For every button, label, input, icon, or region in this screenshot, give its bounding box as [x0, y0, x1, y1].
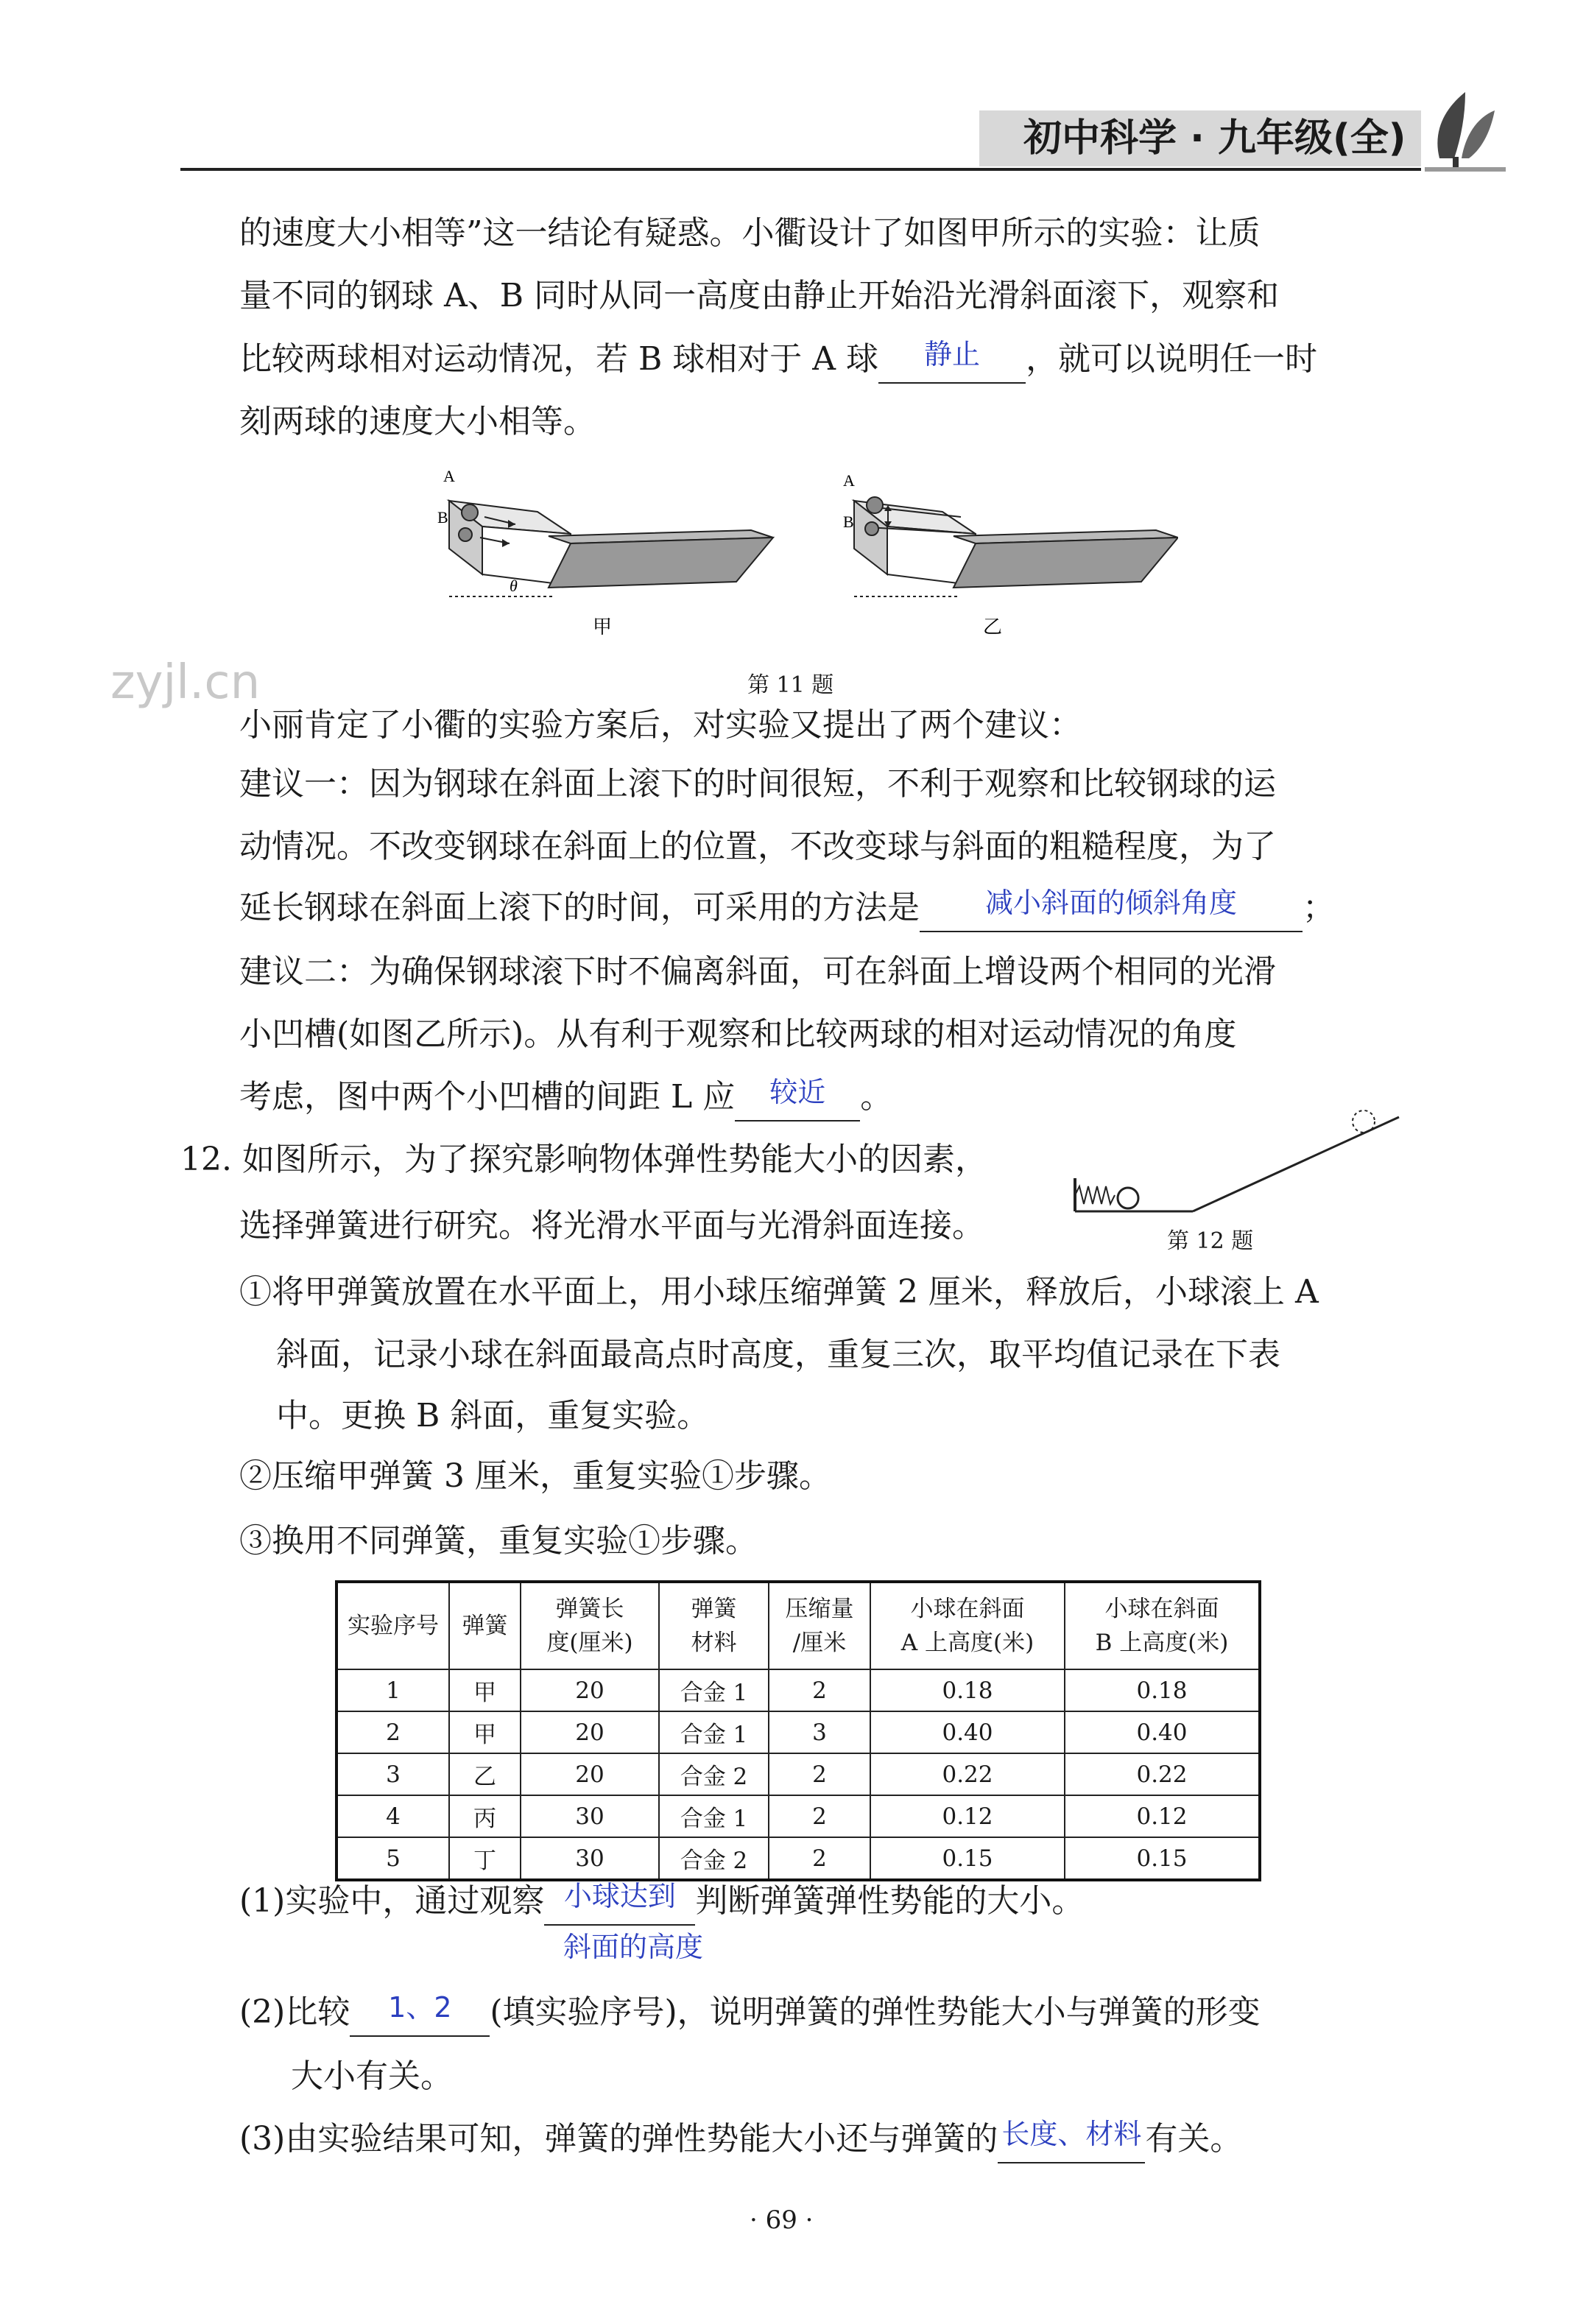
q12-part1-b: 判断弹簧弹性势能的大小。 — [695, 1882, 1085, 1920]
figure-11-jia — [437, 467, 773, 638]
q12-step1-b: 斜面，记录小球在斜面最高点时高度，重复三次，取平均值记录在下表 — [276, 1336, 1280, 1373]
table-cell: 5 — [336, 1837, 449, 1880]
q11-line6: 建议一：因为钢球在斜面上滚下的时间很短，不利于观察和比较钢球的运 — [239, 765, 1276, 803]
table-header-cell: 小球在斜面 A 上高度(米) — [870, 1582, 1065, 1669]
table-cell: 0.18 — [1065, 1669, 1260, 1711]
table-cell: 合金 2 — [659, 1753, 769, 1795]
q12-step2: ②压缩甲弹簧 3 厘米，重复实验①步骤。 — [239, 1457, 831, 1495]
page-number: · 69 · — [750, 2205, 814, 2235]
figure-12-caption: 第 12 题 — [1167, 1228, 1254, 1254]
table-cell: 合金 1 — [659, 1669, 769, 1711]
figure-11 — [427, 457, 1178, 648]
header-title: 初中科学 · 九年级(全) — [1023, 116, 1406, 161]
figure-11-theta1: θ — [510, 577, 518, 595]
q11-line8 — [239, 886, 1335, 932]
q11-line10: 小凹槽(如图乙所示)。从有利于观察和比较两球的相对运动情况的角度 — [239, 1015, 1237, 1053]
q11-answer2: 减小斜面的倾斜角度 — [984, 887, 1237, 919]
q11-line1: 的速度大小相等”这一结论有疑惑。小衢设计了如图甲所示的实验：让质 — [239, 214, 1261, 252]
table-cell: 3 — [769, 1711, 870, 1753]
table-cell: 合金 2 — [659, 1837, 769, 1880]
table-cell: 1 — [336, 1669, 449, 1711]
table-cell: 20 — [521, 1669, 659, 1711]
watermark: zyjl.cn — [110, 655, 261, 710]
q12-part2-answer: 1、2 — [388, 1991, 452, 2024]
table-cell: 0.40 — [1065, 1711, 1260, 1753]
leaf-logo-icon — [1425, 85, 1506, 173]
q12-part3-b: 有关。 — [1145, 2120, 1243, 2158]
table-row — [336, 1669, 1260, 1711]
table-cell: 合金 1 — [659, 1795, 769, 1837]
q12-part1 — [239, 1879, 1084, 1926]
q11-line8-b: ； — [1303, 889, 1335, 926]
table-header-cell: 小球在斜面 B 上高度(米) — [1065, 1582, 1260, 1669]
q11-line8-a: 延长钢球在斜面上滚下的时间，可采用的方法是 — [239, 889, 920, 926]
table-cell: 20 — [521, 1753, 659, 1795]
table-cell: 20 — [521, 1711, 659, 1753]
q11-answer3-blank — [735, 1075, 860, 1121]
q12-part1-blank — [544, 1879, 695, 1926]
table-cell: 30 — [521, 1795, 659, 1837]
q11-line11-b: 。 — [860, 1078, 893, 1116]
table-cell: 0.22 — [1065, 1753, 1260, 1795]
table-cell: 丁 — [449, 1837, 521, 1880]
table-cell: 2 — [769, 1669, 870, 1711]
q12-part2-b: (填实验序号)，说明弹簧的弹性势能大小与弹簧的形变 — [490, 1993, 1261, 2031]
figure-11-label-a2: A — [843, 471, 855, 490]
q11-line3 — [239, 337, 1317, 384]
q11-line5: 小丽肯定了小衢的实验方案后，对实验又提出了两个建议： — [239, 706, 1082, 744]
header-bar — [180, 168, 1421, 171]
q12-part2-a: (2)比较 — [239, 1993, 350, 2031]
table-header-cell: 弹簧长 度(厘米) — [521, 1582, 659, 1669]
table-header-cell: 压缩量 /厘米 — [769, 1582, 870, 1669]
q11-answer2-blank — [920, 886, 1303, 932]
table-cell: 甲 — [449, 1669, 521, 1711]
table-cell: 乙 — [449, 1753, 521, 1795]
table-cell: 0.22 — [870, 1753, 1065, 1795]
q12-line1: 12. 如图所示，为了探究影响物体弹性势能大小的因素， — [180, 1141, 987, 1178]
figure-11-label-a1: A — [443, 467, 455, 485]
figure-11-label-b1: B — [437, 508, 448, 527]
table-header-cell: 实验序号 — [336, 1582, 449, 1669]
q11-line11 — [239, 1075, 892, 1121]
q11-line3-b: ，就可以说明任一时 — [1026, 340, 1318, 378]
q12-part3 — [239, 2117, 1242, 2163]
q11-answer1: 静止 — [924, 338, 981, 370]
q12-part2-blank — [350, 1990, 490, 2037]
q12-part2-c: 大小有关。 — [291, 2057, 453, 2095]
q11-line9: 建议二：为确保钢球滚下时不偏离斜面，可在斜面上增设两个相同的光滑 — [239, 953, 1276, 990]
figure-11-caption-yi: 乙 — [983, 616, 1003, 638]
table-cell: 4 — [336, 1795, 449, 1837]
q12-step1-c: 中。更换 B 斜面，重复实验。 — [276, 1397, 710, 1434]
q11-line7: 动情况。不改变钢球在斜面上的位置，不改变球与斜面的粗糙程度，为了 — [239, 828, 1276, 865]
table-cell: 0.12 — [1065, 1795, 1260, 1837]
q12-step3: ③换用不同弹簧，重复实验①步骤。 — [239, 1522, 758, 1560]
q12-part3-a: (3)由实验结果可知，弹簧的弹性势能大小还与弹簧的 — [239, 2120, 998, 2158]
q12-part1-answer-line2: 斜面的高度 — [563, 1931, 704, 1963]
figure-11-label-b2: B — [843, 513, 854, 531]
table-cell: 0.12 — [870, 1795, 1065, 1837]
table-cell: 0.15 — [1065, 1837, 1260, 1880]
table-row — [336, 1795, 1260, 1837]
table-cell: 甲 — [449, 1711, 521, 1753]
q12-part2 — [239, 1990, 1261, 2037]
table-cell: 30 — [521, 1837, 659, 1880]
table-cell: 2 — [336, 1711, 449, 1753]
table-cell: 2 — [769, 1753, 870, 1795]
table-cell: 0.40 — [870, 1711, 1065, 1753]
table-cell: 2 — [769, 1795, 870, 1837]
table-cell: 0.18 — [870, 1669, 1065, 1711]
q12-part1-answer-line1: 小球达到 — [563, 1880, 676, 1912]
table-cell: 合金 1 — [659, 1711, 769, 1753]
data-table — [335, 1580, 1261, 1881]
table-cell: 3 — [336, 1753, 449, 1795]
table-cell: 丙 — [449, 1795, 521, 1837]
figure-11-caption: 第 11 题 — [747, 672, 834, 698]
table-row — [336, 1711, 1260, 1753]
table-row — [336, 1753, 1260, 1795]
table-cell: 2 — [769, 1837, 870, 1880]
table-row — [336, 1837, 1260, 1880]
q12-part1-a: (1)实验中，通过观察 — [239, 1882, 545, 1920]
q12-line2: 选择弹簧进行研究。将光滑水平面与光滑斜面连接。 — [239, 1207, 984, 1244]
q11-line4: 刻两球的速度大小相等。 — [239, 403, 596, 440]
q11-answer3: 较近 — [769, 1076, 826, 1108]
q12-part3-blank — [998, 2117, 1145, 2163]
q11-answer1-blank — [878, 337, 1026, 384]
q11-line3-a: 比较两球相对运动情况，若 B 球相对于 A 球 — [239, 340, 879, 378]
table-cell: 0.15 — [870, 1837, 1065, 1880]
table-header-cell: 弹簧 材料 — [659, 1582, 769, 1669]
table-header-cell: 弹簧 — [449, 1582, 521, 1669]
q12-part3-answer: 长度、材料 — [1001, 2118, 1142, 2150]
q11-line11-a: 考虑，图中两个小凹槽的间距 L 应 — [239, 1078, 736, 1116]
table-header-row — [336, 1582, 1260, 1669]
q12-step1-a: ①将甲弹簧放置在水平面上，用小球压缩弹簧 2 厘米，释放后，小球滚上 A — [239, 1273, 1319, 1311]
figure-11-caption-jia: 甲 — [593, 616, 613, 638]
figure-11-yi — [843, 471, 1178, 638]
q11-line2: 量不同的钢球 A、B 同时从同一高度由静止开始沿光滑斜面滚下，观察和 — [239, 277, 1280, 314]
